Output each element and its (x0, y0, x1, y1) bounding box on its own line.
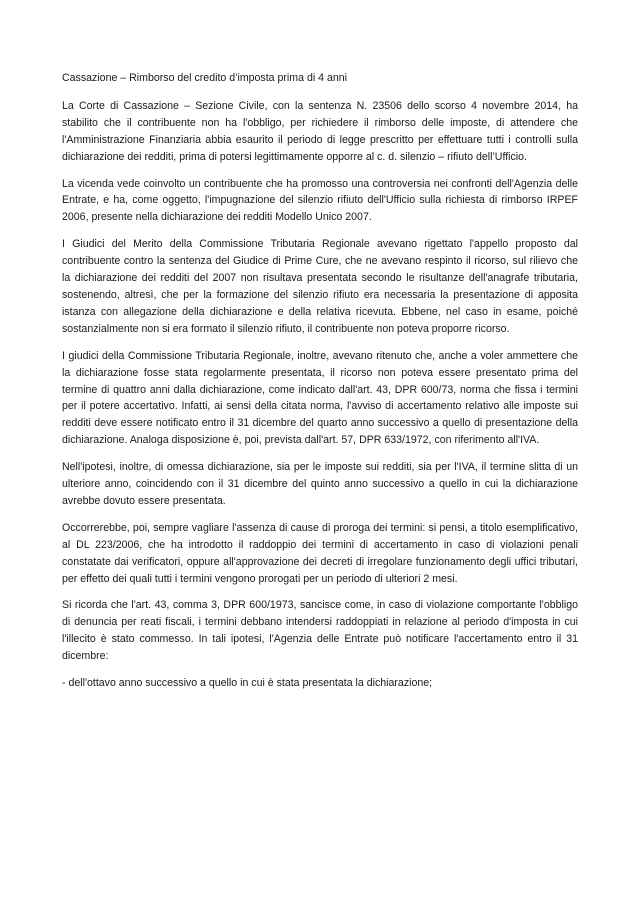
paragraph-2: La vicenda vede coinvolto un contribuente che ha promosso una controversia nei confronti dell'Agenzia delle Entrate, e ha, come oggetto, l'impugnazione del silenzio rifiuto dell'Ufficio sulla richiesta di rimborso IRPEF 2006, presente nella dichiarazione dei redditi Modello Unico 2007. (62, 177, 578, 224)
paragraph-6: Occorrerebbe, poi, sempre vagliare l'assenza di cause di proroga dei termini: si pensi, a titolo esemplificativo, al DL 223/2006, che ha introdotto il raddoppio dei termini di accertamento in caso di violazioni penali constatate dai verificatori, oppure all'approvazione dei decreti di irregolare funzionamento degli uffici tributari, per effetto dei quali tutti i termini vengono prorogati per un periodo di ulteriori 2 mesi. (62, 521, 578, 585)
paragraph-4: I giudici della Commissione Tributaria Regionale, inoltre, avevano ritenuto che, anche a voler ammettere che la dichiarazione fosse stata regolarmente presentata, il ricorso non poteva essere presentato prima del termine di quattro anni dalla dichiarazione, come indicato dall'art. 43, DPR 600/73, norma che fissa i termini per il potere accertativo. Infatti, ai sensi della citata norma, l'avviso di accertamento relativo alle imposte sui redditi deve essere notificato entro il 31 dicembre del quarto anno successivo a quello di presentazione della dichiarazione. Analoga disposizione è, poi, prevista dall'art. 57, DPR 633/1972, con riferimento all'IVA. (62, 349, 578, 447)
bullet-item: - dell'ottavo anno successivo a quello in cui è stata presentata la dichiarazione; (62, 677, 433, 690)
paragraph-1: La Corte di Cassazione – Sezione Civile, con la sentenza N. 23506 dello scorso 4 novembre 2014, ha stabilito che il contribuente non ha l'obbligo, per richiedere il rimborso delle imposte, di attendere che l'Amministrazione Finanziaria abbia esaurito il periodo di legge prescritto per effettuare tutti i controlli sulla dichiarazione dei redditi, prima di potersi legittimamente opporre al c. d. silenzio – rifiuto dell’Ufficio. (62, 99, 578, 163)
paragraph-5: Nell'ipotesi, inoltre, di omessa dichiarazione, sia per le imposte sui redditi, sia per l'IVA, il termine slitta di un ulteriore anno, coincidendo con il 31 dicembre del quinto anno successivo a quello in cui la dichiarazione avrebbe dovuto essere presentata. (62, 461, 578, 507)
document-title: Cassazione – Rimborso del credito d’imposta prima di 4 anni (62, 72, 347, 84)
paragraph-7: Si ricorda che l'art. 43, comma 3, DPR 600/1973, sancisce come, in caso di violazione comportante l'obbligo di denuncia per reati fiscali, i termini debbano intendersi raddoppiati in relazione al periodo d'imposta in cui l'illecito è stato commesso. In tali ipotesi, l'Agenzia delle Entrate può notificare l'accertamento entro il 31 dicembre: (62, 599, 578, 663)
paragraph-3: I Giudici del Merito della Commissione Tributaria Regionale avevano rigettato l'appello proposto dal contribuente contro la sentenza del Giudice di Prime Cure, che ne avevano respinto il ricorso, sul rilievo che la dichiarazione dei redditi del 2007 non risultava presentata secondo le risultanze dell'anagrafe tributaria, sostenendo, altresì, che per la formazione del silenzio rifiuto era necessaria la presentazione di apposita istanza con allegazione della dichiarazione e della relativa ricevuta. Ebbene, nel caso in esame, poiché sostanzialmente non si era formato il silenzio rifiuto, il contribuente non poteva proporre ricorso. (62, 238, 578, 335)
document-page (62, 70, 578, 702)
